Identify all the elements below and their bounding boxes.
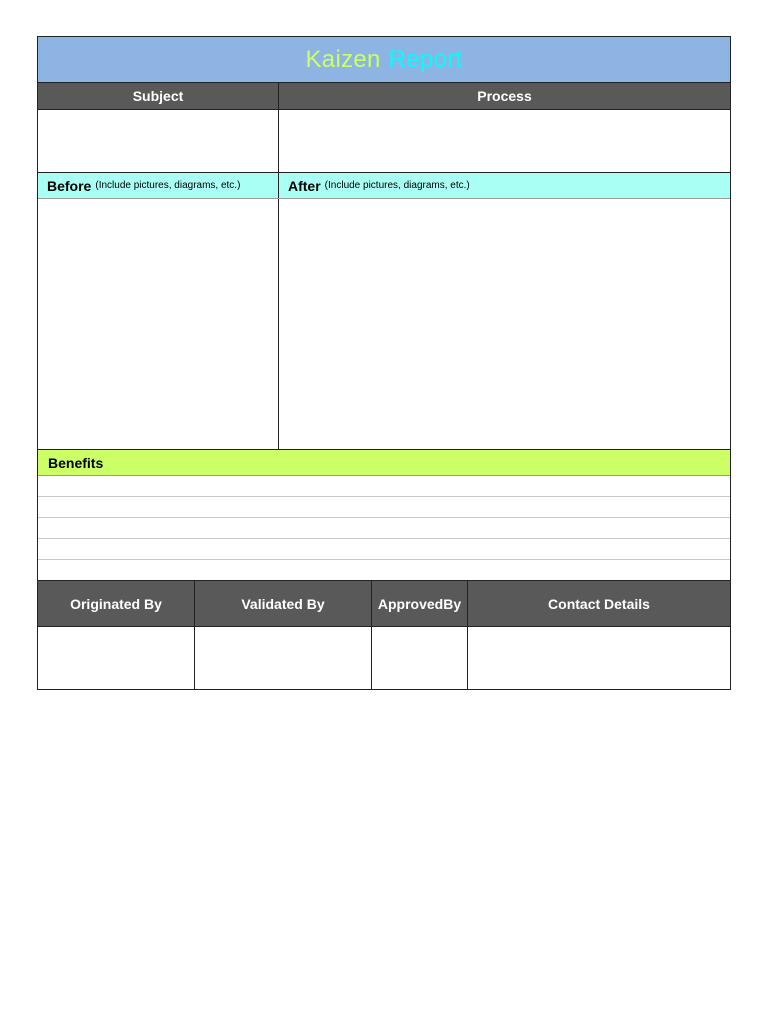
- validated-by-entry[interactable]: [195, 627, 372, 689]
- subject-entry-cell[interactable]: [38, 110, 279, 172]
- title-word-report: Report: [388, 45, 463, 73]
- originated-by-header: Originated By: [38, 581, 195, 626]
- benefit-line[interactable]: [38, 497, 730, 518]
- benefit-line[interactable]: [38, 476, 730, 497]
- after-header: [279, 173, 730, 198]
- contact-details-header: Contact Details: [548, 595, 650, 612]
- benefit-line[interactable]: [38, 560, 730, 581]
- before-label: Before: [47, 177, 92, 194]
- approved-by-entry[interactable]: [372, 627, 468, 689]
- before-after-header: [38, 173, 730, 199]
- benefit-line[interactable]: [38, 539, 730, 560]
- subject-process-header: [38, 83, 730, 110]
- validated-by-header: Validated By: [195, 581, 372, 626]
- approved-by-header: [372, 581, 468, 626]
- kaizen-report-form: [37, 36, 731, 690]
- process-entry-cell[interactable]: [279, 110, 730, 172]
- approved-by-line2: By: [443, 595, 462, 612]
- before-after-entry-row: [38, 199, 730, 450]
- after-note: (Include pictures, diagrams, etc.): [324, 180, 470, 191]
- before-entry-cell[interactable]: [38, 199, 279, 449]
- before-note: (Include pictures, diagrams, etc.): [95, 180, 241, 191]
- report-title: [38, 37, 730, 83]
- contact-details-entry[interactable]: [468, 627, 730, 689]
- signoff-header: [38, 581, 730, 627]
- after-label: After: [288, 177, 321, 194]
- process-header: Process: [477, 88, 532, 104]
- title-word-kaizen: Kaizen: [305, 45, 381, 73]
- benefit-line[interactable]: [38, 518, 730, 539]
- approved-by-line1: Approved: [377, 595, 444, 612]
- signoff-entry-row: [38, 627, 730, 689]
- subject-process-entry-row: [38, 110, 730, 173]
- after-entry-cell[interactable]: [279, 199, 730, 449]
- subject-header: Subject: [38, 83, 279, 109]
- originated-by-entry[interactable]: [38, 627, 195, 689]
- before-header: [38, 173, 279, 198]
- benefits-header: Benefits: [38, 450, 730, 476]
